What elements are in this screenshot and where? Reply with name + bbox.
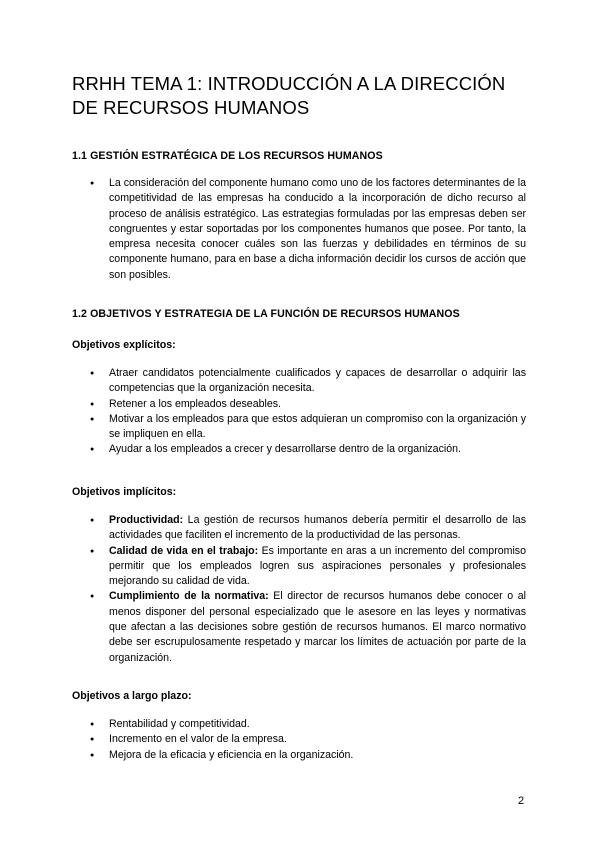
section-2-heading: 1.2 OBJETIVOS Y ESTRATEGIA DE LA FUNCIÓN DE RECURSOS HUMANOS — [72, 308, 460, 320]
list-item — [90, 544, 526, 590]
implicit-objectives-heading: Objetivos implícitos: — [72, 486, 177, 498]
explicit-objectives-heading: Objetivos explícitos: — [72, 339, 176, 351]
list-item: ● Motivar a los empleados para que estos adquieran un compromiso con la organización y se impliquen en ella. — [90, 412, 526, 443]
longterm-objectives-list — [90, 717, 526, 763]
term-description: El director de recursos humanos debe conocer o al menos disponer del personal especializado que le asesore en las leyes y normativas que afectan a las decisiones sobre gestión de recursos humanos. El marco normativo debe ser escrupulosamente respetado y marcar los límites de actuación por parte de la organización. — [109, 590, 526, 664]
document-title: RRHH TEMA 1: INTRODUCCIÓN A LA DIRECCIÓN DE RECURSOS HUMANOS — [72, 73, 506, 118]
section-1-list — [90, 176, 526, 283]
longterm-objectives-heading: Objetivos a largo plazo: — [72, 690, 192, 702]
page-number: 2 — [518, 795, 525, 807]
term: Productividad: — [109, 514, 184, 526]
list-item: ● Atraer candidatos potencialmente cualificados y capaces de desarrollar o adquirir las competencias que la organización necesita. — [90, 366, 526, 397]
term: Calidad de vida en el trabajo: — [109, 544, 259, 557]
section-1-heading: 1.1 GESTIÓN ESTRATÉGICA DE LOS RECURSOS HUMANOS — [72, 150, 383, 162]
list-item: ● Ayudar a los empleados a crecer y desarrollarse dentro de la organización. — [90, 442, 526, 457]
implicit-objectives-list — [90, 513, 526, 666]
list-item: ● Incremento en el valor de la empresa. — [90, 732, 526, 747]
list-item: ● Rentabilidad y competitividad. — [90, 717, 526, 732]
list-item: ● Mejora de la eficacia y eficiencia en la organización. — [90, 748, 526, 763]
explicit-objectives-list — [90, 366, 526, 458]
list-item — [90, 589, 526, 665]
list-item — [90, 513, 526, 544]
term-description: La gestión de recursos humanos debería permitir el desarrollo de las actividades que faciliten el incremento de la productividad de las personas. — [109, 514, 526, 542]
term: Cumplimiento de la normativa: — [109, 590, 269, 603]
list-item: ● La consideración del componente humano como uno de los factores determinantes de la competitividad de las empresas ha conducido a la incorporación de dicho recurso al proceso de análisis estratégico. Las estrategias formuladas por las empresas deben ser congruentes y estar soportadas por los componentes humanos que posee. Por tanto, la empresa necesita conocer cuáles son las fuerzas y debilidades en términos de su componente humano, para en base a dicha información decidir los cursos de acción que son posibles. — [90, 176, 526, 283]
term-description: Es importante en aras a un incremento del compromiso permitir que los empleados logren sus aspiraciones personales y profesionales mejorando su calidad de vida. — [109, 544, 526, 588]
list-item: ● Retener a los empleados deseables. — [90, 397, 526, 412]
